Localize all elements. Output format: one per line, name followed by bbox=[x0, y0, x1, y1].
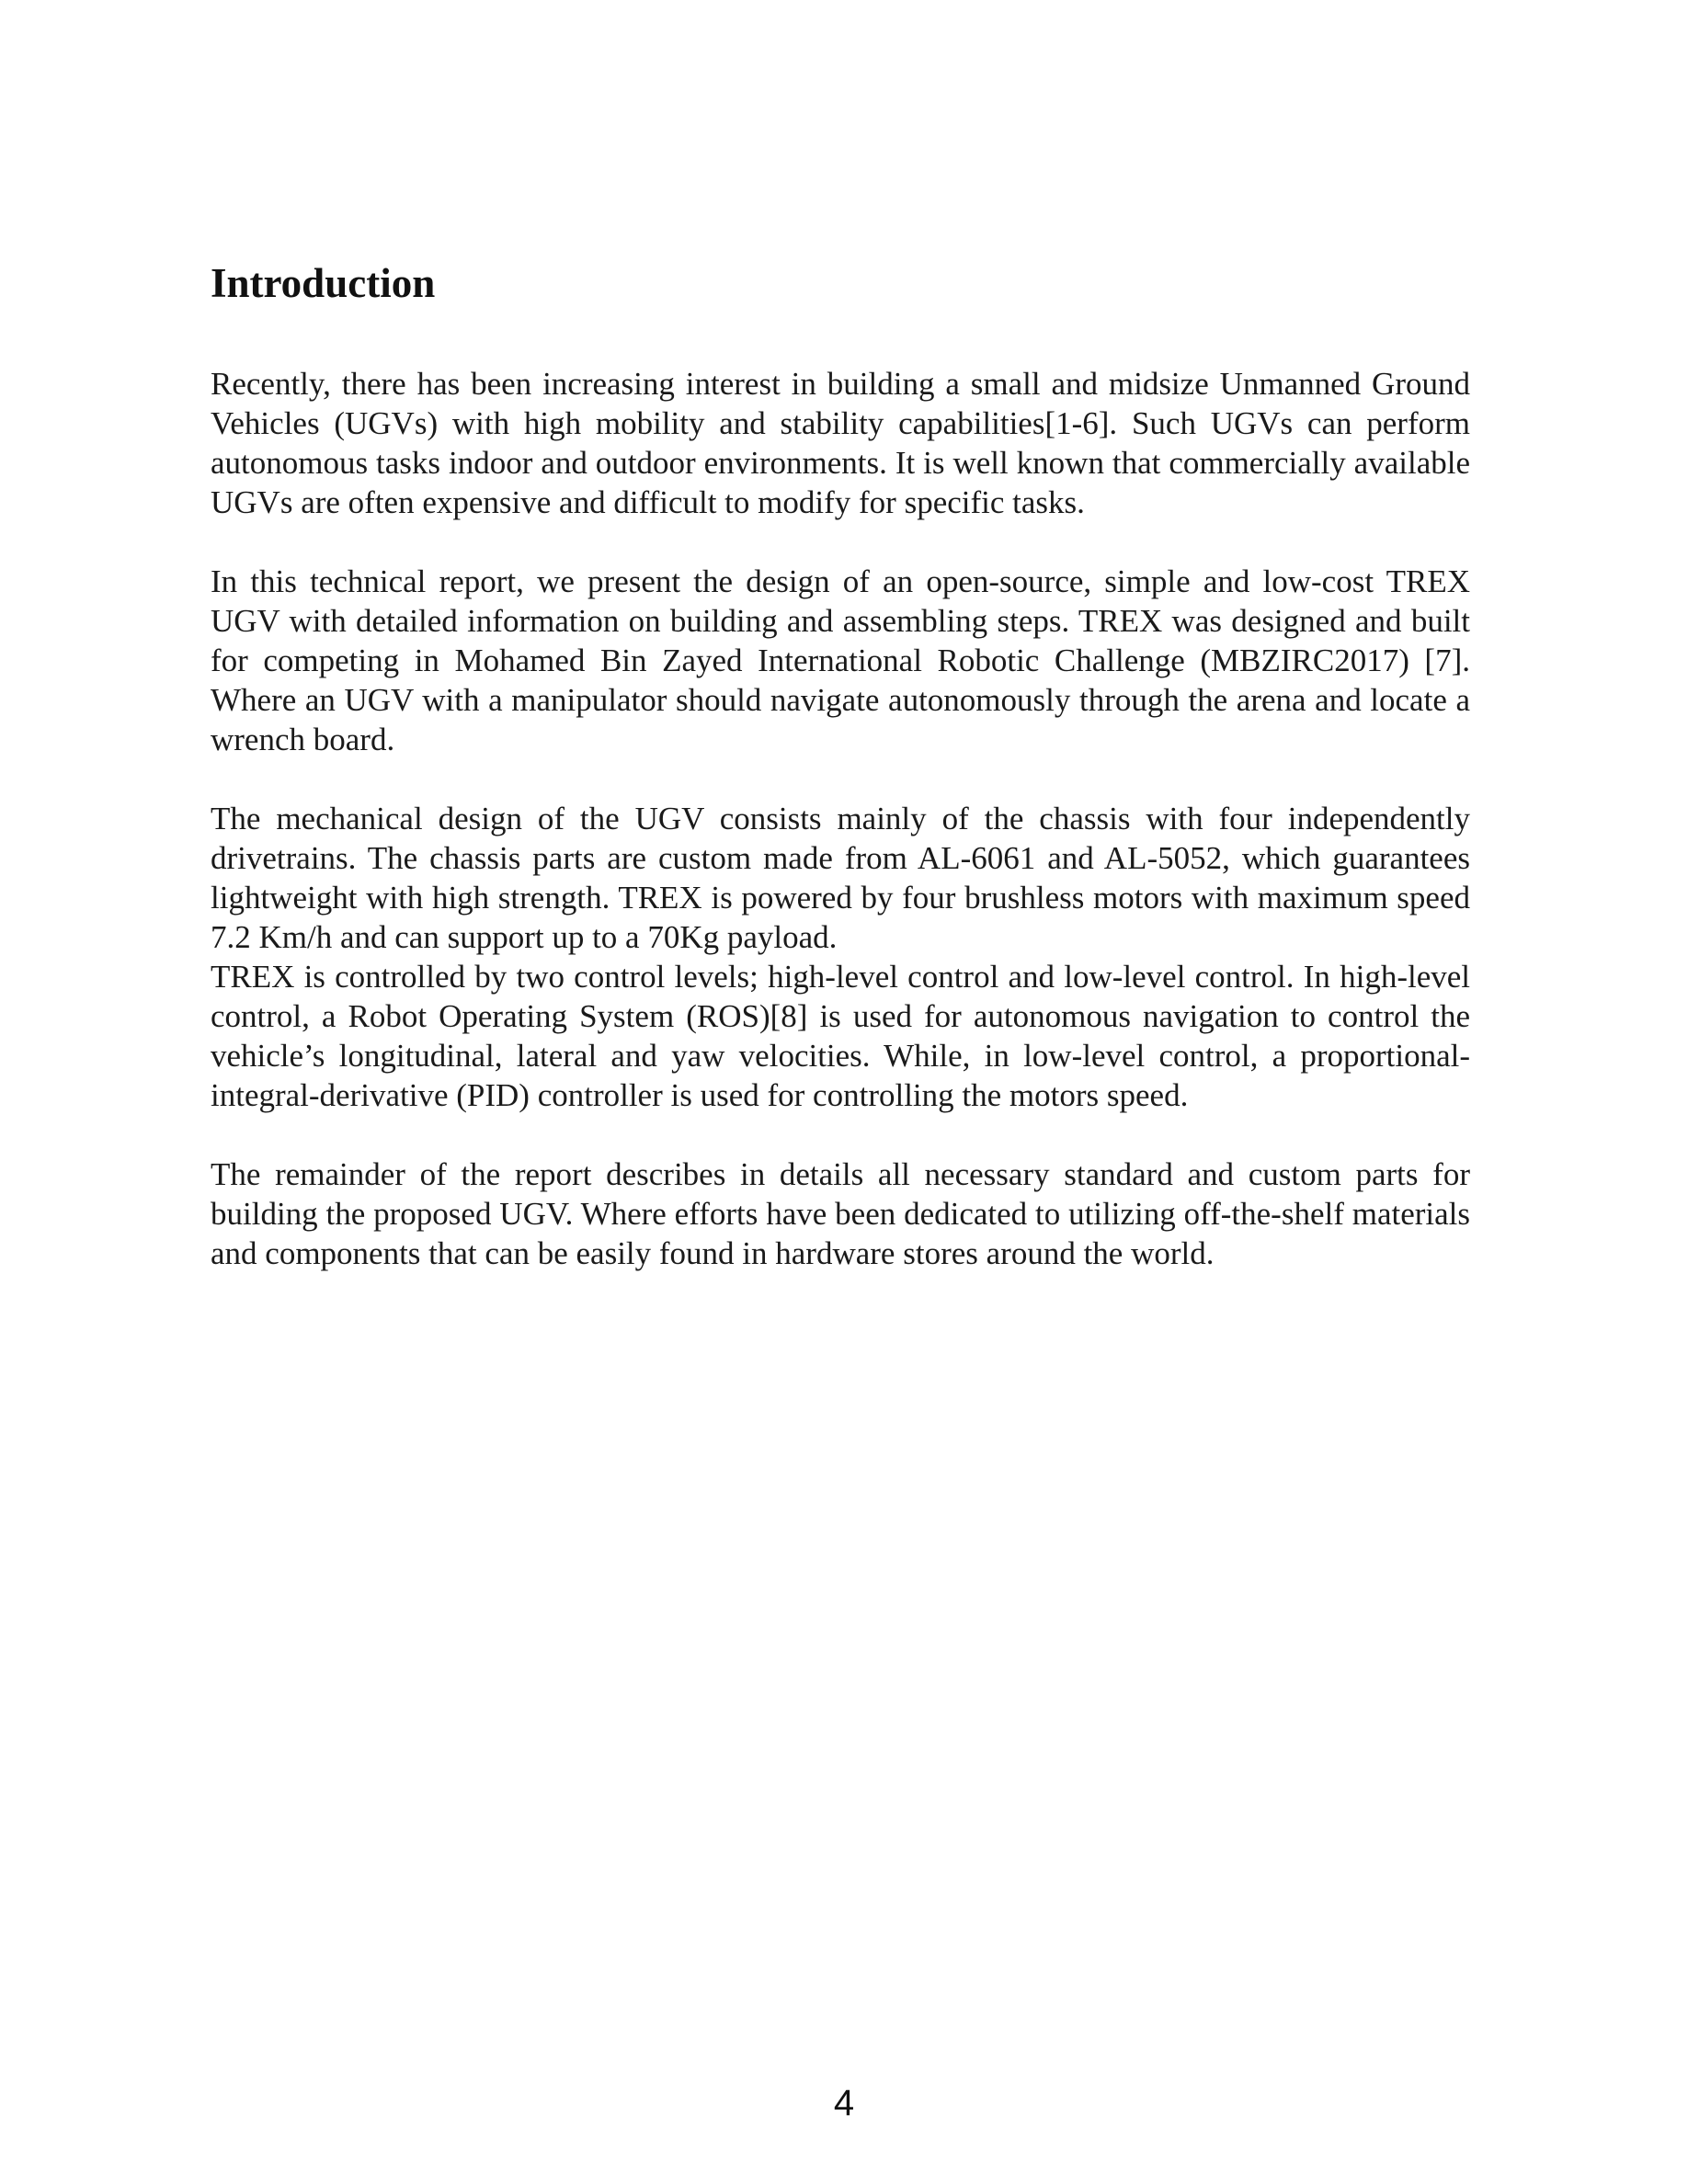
paragraph-4: TREX is controlled by two control levels; high-level control and low-level control. In high-level control, a Robot Operating System (ROS)[8] is used for autonomous navigation to control the vehicle’s longitudinal, lateral and yaw velocities. While, in low-level control, a proportional-integral-derivative (PID) controller is used for controlling the motors speed. bbox=[211, 959, 1470, 1113]
paragraph-2: In this technical report, we present the design of an open-source, simple and low-cost TREX UGV with detailed information on building and assembling steps. TREX was designed and built for competing in Mohamed Bin Zayed International Robotic Challenge (MBZIRC2017) [7]. Where an UGV with a manipulator should navigate autonomously through the arena and locate a wrench board. bbox=[211, 563, 1470, 757]
paragraph-3: The mechanical design of the UGV consists mainly of the chassis with four independently drivetrains. The chassis parts are custom made from AL-6061 and AL-5052, which guarantees lightweight with high strength. TREX is powered by four brushless motors with maximum speed 7.2 Km/h and can support up to a 70Kg payload. bbox=[211, 801, 1470, 955]
page-content bbox=[211, 257, 1470, 1273]
section-heading: Introduction bbox=[211, 260, 436, 306]
paragraph-5: The remainder of the report describes in details all necessary standard and custom parts for building the proposed UGV. Where efforts have been dedicated to utilizing off-the-shelf materials and components that can be easily found in hardware stores around the world. bbox=[211, 1156, 1470, 1271]
paragraph-1: Recently, there has been increasing interest in building a small and midsize Unmanned Ground Vehicles (UGVs) with high mobility and stability capabilities[1-6]. Such UGVs can perform autonomous tasks indoor and outdoor environments. It is well known that commercially available UGVs are often expensive and difficult to modify for specific tasks. bbox=[211, 366, 1470, 520]
page-number: 4 bbox=[833, 2083, 855, 2123]
